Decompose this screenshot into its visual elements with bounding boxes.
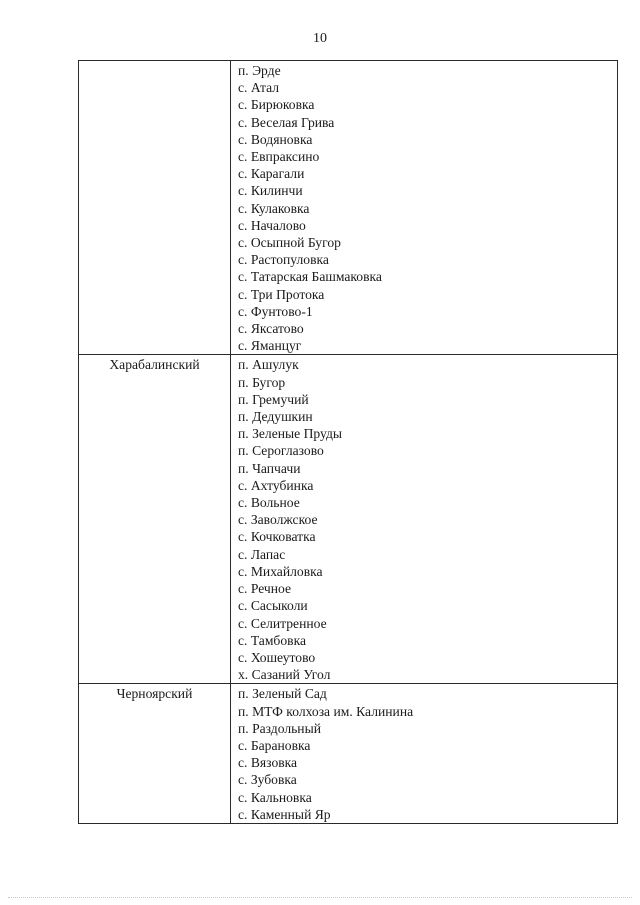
- settlement-item: с. Вязовка: [238, 755, 298, 771]
- district-cell: [79, 684, 231, 824]
- settlement-item: п. МТФ колхоза им. Калинина: [238, 703, 414, 719]
- settlement-item: с. Яманцуг: [238, 338, 302, 354]
- table-body: [79, 61, 618, 824]
- settlement-item: с. Тамбовка: [238, 632, 306, 648]
- district-name: Харабалинский: [109, 357, 200, 373]
- settlement-item: с. Заволжское: [238, 512, 318, 528]
- settlement-item: х. Сазаний Угол: [238, 667, 331, 683]
- settlements-cell: [231, 61, 618, 355]
- settlement-item: с. Кальновка: [238, 789, 312, 805]
- settlement-item: с. Три Протока: [238, 286, 325, 302]
- district-cell: [79, 355, 231, 684]
- settlement-item: п. Эрде: [238, 63, 281, 78]
- settlement-item: п. Сероглазово: [238, 443, 324, 459]
- settlement-item: с. Водяновка: [238, 131, 313, 147]
- settlement-item: с. Лапас: [238, 546, 286, 562]
- settlement-item: с. Барановка: [238, 737, 311, 753]
- settlement-item: с. Ахтубинка: [238, 477, 314, 493]
- settlement-item: с. Каменный Яр: [238, 806, 331, 822]
- settlement-item: с. Началово: [238, 217, 306, 233]
- settlements-cell: [231, 684, 618, 824]
- district-name: [79, 61, 230, 62]
- settlement-item: с. Атал: [238, 80, 280, 96]
- settlement-item: с. Яксатово: [238, 321, 304, 337]
- settlement-item: с. Хошеутово: [238, 649, 316, 665]
- settlement-item: с. Веселая Грива: [238, 114, 335, 130]
- settlement-list: [231, 61, 617, 354]
- settlement-item: п. Дедушкин: [238, 409, 313, 425]
- scan-edge-line: [8, 897, 632, 898]
- settlement-item: п. Бугор: [238, 374, 286, 390]
- settlement-item: с. Кулаковка: [238, 200, 310, 216]
- table-row: [79, 61, 618, 355]
- settlements-cell: [231, 355, 618, 684]
- district-name: Черноярский: [116, 686, 193, 702]
- settlement-item: с. Осыпной Бугор: [238, 235, 341, 251]
- settlement-item: п. Чапчачи: [238, 460, 301, 476]
- district-cell: [79, 61, 231, 355]
- settlement-item: п. Раздольный: [238, 720, 321, 736]
- table-row: [79, 684, 618, 824]
- settlement-item: с. Татарская Башмаковка: [238, 269, 382, 285]
- settlement-item: п. Гремучий: [238, 391, 309, 407]
- settlement-list: [231, 355, 617, 683]
- table-row: [79, 355, 618, 684]
- settlement-item: с. Зубовка: [238, 772, 297, 788]
- settlement-item: с. Речное: [238, 581, 292, 597]
- settlement-item: с. Карагали: [238, 166, 305, 182]
- settlement-item: с. Бирюковка: [238, 97, 315, 113]
- settlement-item: с. Фунтово-1: [238, 303, 313, 319]
- settlement-item: с. Сасыколи: [238, 598, 308, 614]
- settlement-item: п. Зеленый Сад: [238, 686, 327, 702]
- page-number: 10: [313, 31, 327, 46]
- settlement-item: с. Михайловка: [238, 563, 323, 579]
- settlement-item: с. Селитренное: [238, 615, 327, 631]
- settlement-list: [231, 684, 617, 823]
- settlement-item: с. Евпраксино: [238, 149, 320, 165]
- settlement-item: с. Кочковатка: [238, 529, 316, 545]
- settlement-item: с. Вольное: [238, 495, 300, 511]
- settlement-item: п. Зеленые Пруды: [238, 426, 342, 442]
- settlements-table: [78, 60, 618, 824]
- settlement-item: с. Растопуловка: [238, 252, 329, 268]
- settlement-item: п. Ашулук: [238, 357, 299, 373]
- settlement-item: с. Килинчи: [238, 183, 303, 199]
